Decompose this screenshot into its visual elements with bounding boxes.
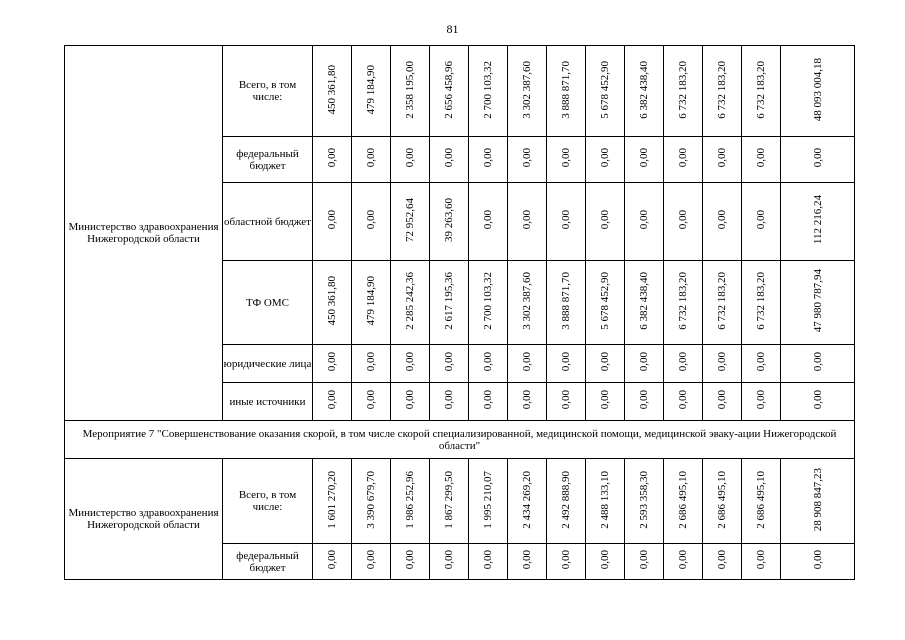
value-text: 3 302 387,60	[521, 60, 533, 119]
value-cell	[781, 544, 855, 580]
value-text: 0,00	[365, 148, 377, 168]
value-cell	[391, 345, 430, 383]
value-text: 0,00	[716, 210, 728, 230]
value-text: 0,00	[482, 550, 494, 570]
value-text: 0,00	[755, 550, 767, 570]
value-text: 112 216,24	[811, 195, 824, 245]
value-text: 2 686 495,10	[755, 470, 767, 529]
value-cell	[508, 459, 547, 544]
value-text: 0,00	[716, 550, 728, 570]
value-text: 450 361,80	[326, 64, 338, 115]
value-text: 0,00	[365, 550, 377, 570]
funding-source-cell: Всего, в том числе:	[223, 46, 313, 137]
value-cell	[469, 383, 508, 421]
value-cell	[469, 183, 508, 261]
value-cell	[625, 261, 664, 345]
value-cell	[430, 183, 469, 261]
value-cell	[703, 183, 742, 261]
funding-source-cell: областной бюджет	[223, 183, 313, 261]
value-cell	[469, 46, 508, 137]
funding-source-cell: Всего, в том числе:	[223, 459, 313, 544]
value-text: 0,00	[560, 550, 572, 570]
value-text: 0,00	[560, 210, 572, 230]
value-text: 5 678 452,90	[599, 272, 611, 330]
value-text: 0,00	[638, 210, 650, 230]
value-text: 0,00	[365, 390, 377, 410]
value-text: 2 700 103,32	[482, 60, 494, 119]
value-cell	[781, 345, 855, 383]
value-cell	[508, 46, 547, 137]
value-cell	[430, 459, 469, 544]
funding-source-cell: иные источники	[223, 383, 313, 421]
value-text: 0,00	[755, 390, 767, 410]
value-text: 2 656 458,96	[443, 60, 455, 119]
value-text: 0,00	[560, 352, 572, 372]
value-text: 72 952,64	[404, 198, 416, 242]
value-text: 2 492 888,90	[560, 470, 572, 529]
value-text: 0,00	[811, 390, 824, 410]
value-text: 0,00	[521, 352, 533, 372]
value-cell	[703, 46, 742, 137]
value-cell	[703, 345, 742, 383]
value-cell	[586, 345, 625, 383]
value-cell	[352, 137, 391, 183]
value-text: 0,00	[677, 550, 689, 570]
value-text: 0,00	[482, 352, 494, 372]
value-text: 6 382 438,40	[638, 272, 650, 330]
value-cell	[625, 46, 664, 137]
value-text: 0,00	[811, 352, 824, 372]
value-text: 0,00	[443, 550, 455, 570]
value-text: 0,00	[677, 210, 689, 230]
value-cell	[742, 261, 781, 345]
value-text: 2 593 358,30	[638, 470, 650, 529]
value-text: 6 732 183,20	[677, 272, 689, 330]
value-cell	[469, 459, 508, 544]
value-text: 6 732 183,20	[755, 60, 767, 119]
value-cell	[508, 137, 547, 183]
value-cell	[547, 46, 586, 137]
value-text: 0,00	[404, 390, 416, 410]
value-cell	[703, 137, 742, 183]
value-text: 0,00	[521, 390, 533, 410]
value-text: 0,00	[560, 390, 572, 410]
value-text: 1 601 270,20	[326, 470, 338, 529]
value-text: 0,00	[404, 550, 416, 570]
value-cell	[391, 544, 430, 580]
value-cell	[547, 183, 586, 261]
value-text: 479 184,90	[365, 276, 377, 326]
value-text: 3 888 871,70	[560, 60, 572, 119]
value-text: 0,00	[482, 390, 494, 410]
value-cell	[547, 137, 586, 183]
value-cell	[391, 137, 430, 183]
value-text: 3 888 871,70	[560, 272, 572, 330]
value-cell	[352, 459, 391, 544]
value-text: 0,00	[482, 148, 494, 168]
value-cell	[430, 345, 469, 383]
value-cell	[781, 137, 855, 183]
value-cell	[313, 183, 352, 261]
value-text: 0,00	[599, 352, 611, 372]
value-cell	[391, 261, 430, 345]
value-text: 0,00	[677, 148, 689, 168]
value-text: 479 184,90	[365, 64, 377, 115]
value-cell	[625, 183, 664, 261]
value-cell	[469, 137, 508, 183]
value-text: 0,00	[326, 148, 338, 168]
value-text: 0,00	[404, 148, 416, 168]
value-cell	[664, 383, 703, 421]
value-text: 3 390 679,70	[365, 470, 377, 529]
table-row	[65, 46, 855, 137]
value-cell	[352, 544, 391, 580]
value-cell	[391, 183, 430, 261]
value-cell	[508, 383, 547, 421]
value-cell	[742, 459, 781, 544]
value-cell	[430, 544, 469, 580]
value-text: 0,00	[443, 148, 455, 168]
value-text: 0,00	[560, 148, 572, 168]
value-cell	[586, 183, 625, 261]
value-cell	[469, 544, 508, 580]
value-cell	[313, 459, 352, 544]
funding-source-cell: ТФ ОМС	[223, 261, 313, 345]
value-text: 0,00	[716, 148, 728, 168]
value-text: 6 732 183,20	[677, 60, 689, 119]
value-cell	[430, 383, 469, 421]
value-cell	[781, 183, 855, 261]
value-text: 0,00	[811, 550, 824, 570]
value-cell	[703, 261, 742, 345]
value-cell	[352, 46, 391, 137]
value-cell	[703, 544, 742, 580]
value-cell	[313, 46, 352, 137]
value-cell	[664, 137, 703, 183]
value-cell	[586, 383, 625, 421]
value-cell	[508, 261, 547, 345]
value-cell	[313, 544, 352, 580]
value-cell	[625, 544, 664, 580]
value-text: 0,00	[638, 550, 650, 570]
value-text: 2 700 103,32	[482, 272, 494, 330]
value-cell	[664, 459, 703, 544]
value-text: 0,00	[326, 210, 338, 230]
value-text: 1 986 252,96	[404, 470, 416, 529]
value-cell	[742, 183, 781, 261]
value-cell	[586, 46, 625, 137]
value-cell	[430, 137, 469, 183]
value-cell	[430, 261, 469, 345]
value-cell	[352, 345, 391, 383]
value-text: 0,00	[599, 148, 611, 168]
value-text: 0,00	[326, 390, 338, 410]
value-text: 0,00	[755, 352, 767, 372]
value-cell	[781, 261, 855, 345]
value-cell	[352, 261, 391, 345]
value-text: 0,00	[482, 210, 494, 230]
value-text: 2 686 495,10	[677, 470, 689, 529]
value-text: 0,00	[443, 352, 455, 372]
value-cell	[313, 383, 352, 421]
value-cell	[313, 345, 352, 383]
value-cell	[547, 345, 586, 383]
value-cell	[625, 345, 664, 383]
value-cell	[742, 137, 781, 183]
value-cell	[625, 383, 664, 421]
value-text: 6 732 183,20	[716, 272, 728, 330]
value-cell	[391, 459, 430, 544]
value-cell	[508, 544, 547, 580]
value-text: 2 488 133,10	[599, 470, 611, 529]
value-text: 28 908 847,23	[811, 467, 824, 532]
value-cell	[742, 345, 781, 383]
value-cell	[586, 459, 625, 544]
value-text: 5 678 452,90	[599, 60, 611, 119]
measure-row	[65, 421, 855, 459]
value-text: 0,00	[755, 148, 767, 168]
funding-source-cell: юридические лица	[223, 345, 313, 383]
value-cell	[781, 383, 855, 421]
value-cell	[547, 544, 586, 580]
value-cell	[586, 261, 625, 345]
value-cell	[664, 544, 703, 580]
measure-title: Мероприятие 7 "Совершенствование оказания скорой, в том числе скорой специализированной, медицинской помощи, медицинской эваку-ации Нижегородской области"	[65, 421, 855, 459]
value-cell	[625, 137, 664, 183]
value-text: 2 617 195,36	[443, 272, 455, 330]
value-cell	[352, 383, 391, 421]
value-cell	[664, 345, 703, 383]
value-text: 2 686 495,10	[716, 470, 728, 529]
value-cell	[781, 459, 855, 544]
value-cell	[742, 544, 781, 580]
value-text: 0,00	[599, 550, 611, 570]
value-text: 2 434 269,20	[521, 470, 533, 529]
value-text: 0,00	[677, 352, 689, 372]
organization-cell: Министерство здравоохранения Нижегородской области	[65, 459, 223, 580]
value-text: 0,00	[755, 210, 767, 230]
value-text: 48 093 004,18	[811, 57, 824, 122]
value-text: 2 285 242,36	[404, 272, 416, 330]
value-cell	[391, 383, 430, 421]
value-cell	[391, 46, 430, 137]
value-cell	[313, 261, 352, 345]
funding-source-cell: федеральный бюджет	[223, 137, 313, 183]
value-text: 2 358 195,00	[404, 60, 416, 119]
value-cell	[508, 183, 547, 261]
value-text: 0,00	[365, 352, 377, 372]
value-text: 47 980 787,94	[811, 269, 824, 333]
value-cell	[703, 383, 742, 421]
value-cell	[469, 261, 508, 345]
value-cell	[742, 46, 781, 137]
value-cell	[742, 383, 781, 421]
value-text: 0,00	[443, 390, 455, 410]
value-text: 1 867 299,50	[443, 470, 455, 529]
value-cell	[664, 46, 703, 137]
value-text: 0,00	[521, 210, 533, 230]
value-text: 1 995 210,07	[482, 470, 494, 529]
value-text: 0,00	[599, 390, 611, 410]
value-text: 0,00	[404, 352, 416, 372]
table-row	[65, 459, 855, 544]
value-cell	[430, 46, 469, 137]
value-text: 0,00	[365, 210, 377, 230]
value-text: 0,00	[326, 550, 338, 570]
value-text: 6 732 183,20	[716, 60, 728, 119]
value-cell	[625, 459, 664, 544]
value-cell	[352, 183, 391, 261]
value-text: 450 361,80	[326, 276, 338, 326]
value-text: 0,00	[638, 148, 650, 168]
value-text: 0,00	[716, 352, 728, 372]
value-text: 6 382 438,40	[638, 60, 650, 119]
value-cell	[547, 261, 586, 345]
value-cell	[547, 459, 586, 544]
page-number: 81	[446, 22, 459, 36]
value-cell	[586, 137, 625, 183]
value-text: 0,00	[638, 390, 650, 410]
value-text: 0,00	[811, 148, 824, 168]
value-cell	[781, 46, 855, 137]
funding-table	[64, 45, 855, 580]
value-cell	[664, 183, 703, 261]
value-cell	[469, 345, 508, 383]
value-cell	[586, 544, 625, 580]
funding-source-cell: федеральный бюджет	[223, 544, 313, 580]
value-text: 39 263,60	[443, 198, 455, 242]
value-cell	[508, 345, 547, 383]
value-text: 0,00	[677, 390, 689, 410]
value-text: 0,00	[638, 352, 650, 372]
value-cell	[547, 383, 586, 421]
value-text: 3 302 387,60	[521, 272, 533, 330]
value-text: 0,00	[521, 148, 533, 168]
value-text: 0,00	[716, 390, 728, 410]
value-text: 0,00	[599, 210, 611, 230]
value-cell	[703, 459, 742, 544]
value-text: 6 732 183,20	[755, 272, 767, 330]
value-cell	[664, 261, 703, 345]
value-text: 0,00	[521, 550, 533, 570]
value-cell	[313, 137, 352, 183]
value-text: 0,00	[326, 352, 338, 372]
organization-cell: Министерство здравоохранения Нижегородской области	[65, 46, 223, 421]
